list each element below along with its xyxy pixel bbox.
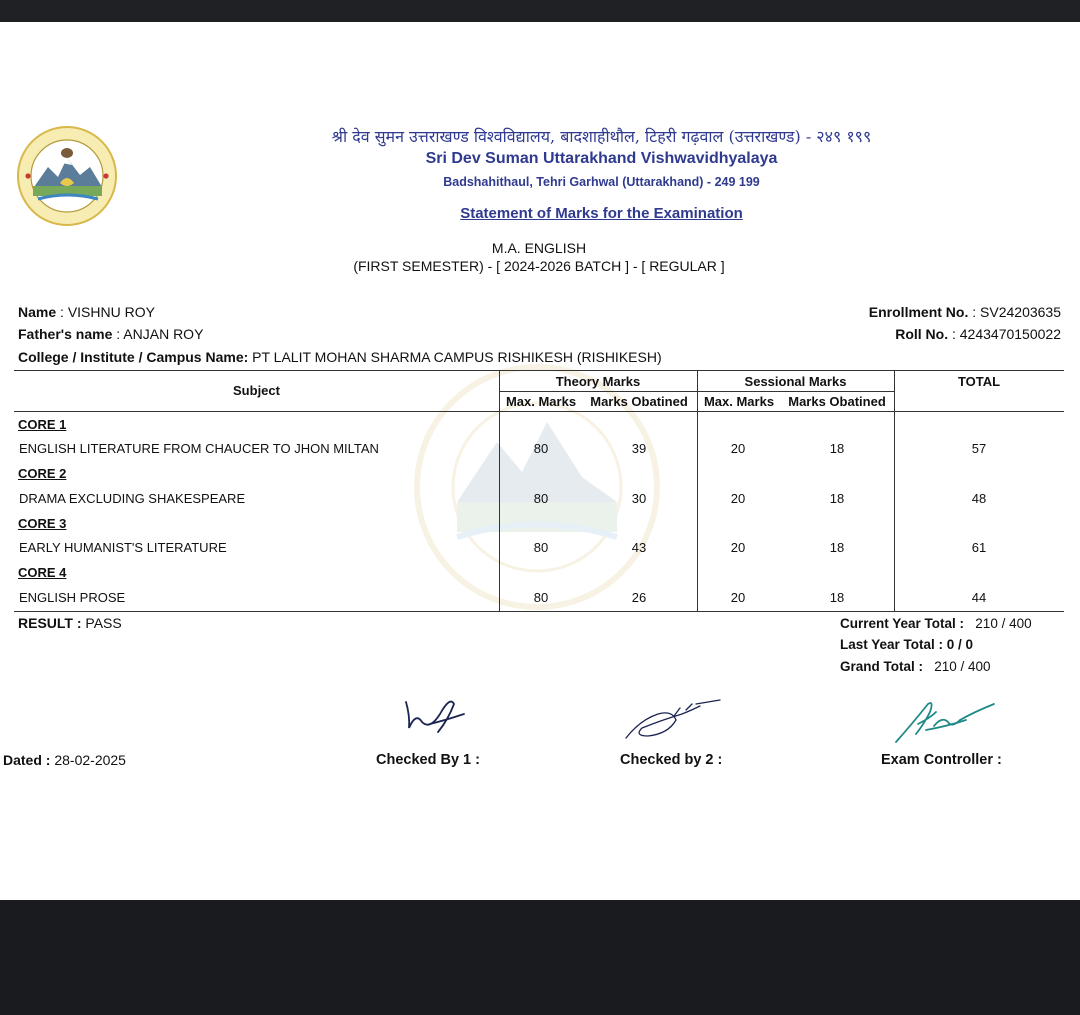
subject-name: ENGLISH LITERATURE FROM CHAUCER TO JHON MILTAN bbox=[19, 441, 379, 456]
dated-value: 28-02-2025 bbox=[54, 752, 126, 768]
statement-title bbox=[0, 205, 1080, 223]
enrollment-number: SV24203635 bbox=[980, 304, 1061, 320]
theory-max: 80 bbox=[533, 590, 549, 605]
result-row bbox=[18, 615, 122, 631]
student-name-row: Name : VISHNU ROY bbox=[18, 304, 155, 320]
checked-by-1-label: Checked By 1 : bbox=[376, 752, 480, 768]
exam-controller-label: Exam Controller : bbox=[881, 752, 1002, 768]
name-label: Name bbox=[18, 304, 57, 320]
header-bottom-border bbox=[14, 411, 1064, 412]
current-year-total-row bbox=[840, 616, 1032, 631]
subject-name: DRAMA EXCLUDING SHAKESPEARE bbox=[19, 491, 246, 506]
student-name: VISHNU ROY bbox=[67, 304, 155, 320]
sessional-obtained-header: Marks Obatined bbox=[788, 394, 886, 409]
sessional-obtained: 18 bbox=[829, 441, 845, 456]
last-year-total: Last Year Total : 0 / 0 bbox=[840, 637, 974, 652]
theory-max: 80 bbox=[533, 540, 549, 555]
result-value: PASS bbox=[85, 615, 122, 631]
semester-line: (FIRST SEMESTER) - [ 2024-2026 BATCH ] - [ REGULAR ] bbox=[353, 258, 725, 274]
course-name: M.A. ENGLISH bbox=[491, 240, 587, 256]
enrollment-label: Enrollment No. bbox=[868, 304, 969, 320]
subject-header: Subject bbox=[233, 383, 280, 398]
core-label: CORE 1 bbox=[18, 417, 67, 432]
roll-number: 4243470150022 bbox=[959, 326, 1061, 342]
result-label: RESULT : bbox=[18, 615, 82, 631]
statement-title-text: Statement of Marks for the Examination bbox=[460, 205, 743, 222]
theory-obtained-header: Marks Obatined bbox=[590, 394, 688, 409]
bottom-black-area bbox=[0, 900, 1080, 1015]
theory-max: 80 bbox=[533, 491, 549, 506]
sessional-max-header: Max. Marks bbox=[703, 394, 775, 409]
table-bottom-border bbox=[14, 611, 1064, 612]
sessional-obtained: 18 bbox=[829, 491, 845, 506]
sessional-max: 20 bbox=[730, 441, 746, 456]
dated-label: Dated : bbox=[3, 752, 51, 768]
sessional-max: 20 bbox=[730, 540, 746, 555]
core-label: CORE 2 bbox=[18, 466, 67, 481]
roll-label: Roll No. bbox=[895, 326, 949, 342]
theory-obtained: 26 bbox=[631, 590, 647, 605]
sessional-max: 20 bbox=[730, 590, 746, 605]
theory-obtained: 43 bbox=[631, 540, 647, 555]
controller-signature bbox=[890, 694, 1000, 746]
sessional-header: Sessional Marks bbox=[744, 374, 847, 389]
college-name: PT LALIT MOHAN SHARMA CAMPUS RISHIKESH (RISHIKESH) bbox=[252, 349, 662, 365]
college-row bbox=[18, 349, 662, 365]
grand-total-value: 210 / 400 bbox=[934, 659, 991, 674]
row-total: 57 bbox=[971, 441, 987, 456]
core-label: CORE 4 bbox=[18, 565, 67, 580]
sessional-obtained: 18 bbox=[829, 590, 845, 605]
checker2-signature bbox=[622, 694, 726, 746]
father-name-row: Father's name : ANJAN ROY bbox=[18, 326, 204, 342]
row-total: 44 bbox=[971, 590, 987, 605]
table-top-border bbox=[14, 370, 1064, 371]
theory-header: Theory Marks bbox=[555, 374, 641, 389]
theory-obtained: 30 bbox=[631, 491, 647, 506]
checker1-signature bbox=[400, 694, 470, 736]
university-name-hindi: श्री देव सुमन उत्तराखण्ड विश्वविद्यालय, बादशाहीथौल, टिहरी गढ़वाल (उत्तराखण्ड) - २४९ १९९ bbox=[331, 127, 872, 146]
theory-max-header: Max. Marks bbox=[505, 394, 577, 409]
sessional-obtained: 18 bbox=[829, 540, 845, 555]
row-total: 61 bbox=[971, 540, 987, 555]
col-divider-total bbox=[894, 370, 895, 611]
father-label: Father's name bbox=[18, 326, 113, 342]
roll-row: Roll No. : 4243470150022 bbox=[895, 326, 1061, 342]
marksheet-page bbox=[0, 22, 1080, 900]
current-year-value: 210 / 400 bbox=[975, 616, 1032, 631]
university-address: Badshahithaul, Tehri Garhwal (Uttarakhand) - 249 199 bbox=[443, 175, 760, 189]
total-header: TOTAL bbox=[957, 374, 1001, 389]
theory-max: 80 bbox=[533, 441, 549, 456]
checked-by-2-label: Checked by 2 : bbox=[620, 752, 723, 768]
core-label: CORE 3 bbox=[18, 516, 67, 531]
grand-total-label: Grand Total : bbox=[840, 659, 923, 674]
sessional-max: 20 bbox=[730, 491, 746, 506]
top-status-bar bbox=[0, 0, 1080, 22]
grand-total-row bbox=[840, 659, 991, 674]
theory-obtained: 39 bbox=[631, 441, 647, 456]
college-label: College / Institute / Campus Name: bbox=[18, 349, 249, 365]
enrollment-row: Enrollment No. : SV24203635 bbox=[868, 304, 1061, 320]
dated-row bbox=[3, 752, 126, 768]
father-name: ANJAN ROY bbox=[123, 326, 204, 342]
row-total: 48 bbox=[971, 491, 987, 506]
subject-name: ENGLISH PROSE bbox=[19, 590, 126, 605]
university-name: Sri Dev Suman Uttarakhand Vishwavidhyalaya bbox=[425, 150, 778, 167]
current-year-label: Current Year Total : bbox=[840, 616, 965, 631]
subject-name: EARLY HUMANIST'S LITERATURE bbox=[19, 540, 227, 555]
